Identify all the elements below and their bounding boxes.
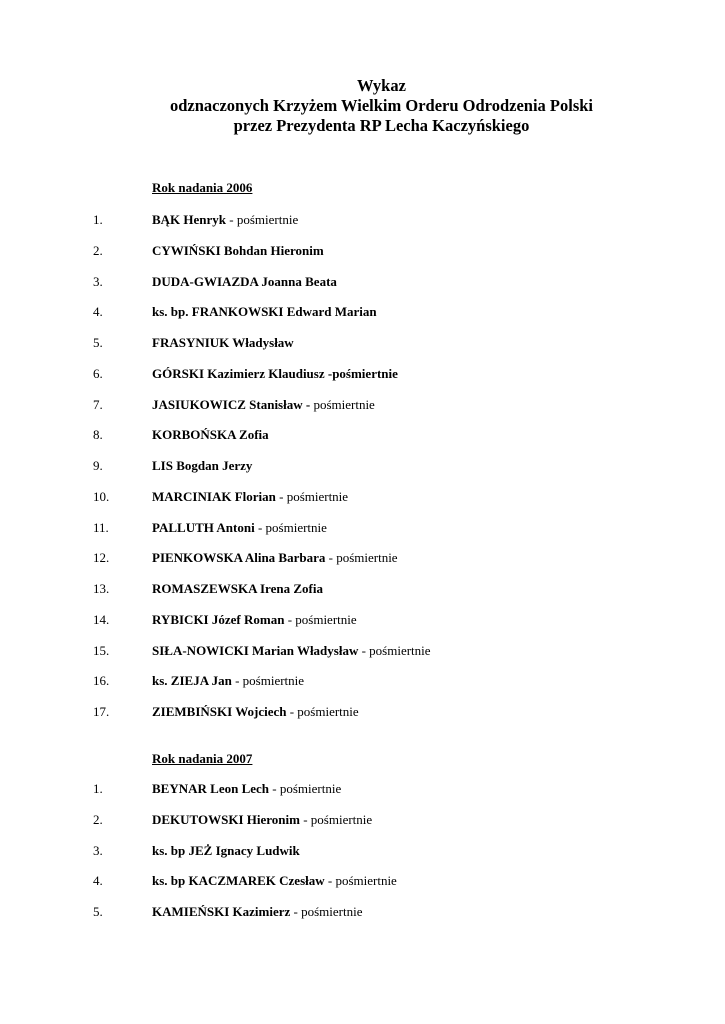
list-item-text xyxy=(152,903,363,921)
list-item-text xyxy=(152,273,337,291)
list-item xyxy=(0,703,725,721)
list-item-text xyxy=(152,842,300,860)
list-item-number: 1. xyxy=(93,212,103,227)
list-item-text xyxy=(152,672,304,690)
list-item-number: 2. xyxy=(93,242,103,258)
person-name: KORBOŃSKA Zofia xyxy=(152,427,269,443)
posthumous-note: - pośmiertnie xyxy=(254,519,327,535)
list-item xyxy=(0,488,725,506)
list-item xyxy=(0,334,725,352)
list-item-number: 12. xyxy=(93,550,110,566)
list-item-text xyxy=(152,642,431,660)
list-item-text xyxy=(152,780,341,798)
list-item-number: 8. xyxy=(93,427,103,443)
person-name: LIS Bogdan Jerzy xyxy=(152,458,253,473)
posthumous-note: - pośmiertnie xyxy=(269,781,342,796)
person-name: DEKUTOWSKI Hieronim xyxy=(152,811,300,827)
person-name: ks. bp JEŻ Ignacy Ludwik xyxy=(152,842,300,858)
list-item-text xyxy=(152,488,348,506)
list-item-text xyxy=(152,426,269,444)
list-item-number: 4. xyxy=(93,873,103,889)
list-item-number: 3. xyxy=(93,273,103,289)
person-name: GÓRSKI Kazimierz Klaudiusz -pośmiertnie xyxy=(152,365,398,381)
title-line-3: przez Prezydenta RP Lecha Kaczyńskiego xyxy=(233,116,530,135)
person-name: ks. bp. FRANKOWSKI Edward Marian xyxy=(152,304,377,320)
list-item-text xyxy=(152,303,377,321)
list-item-number: 11. xyxy=(93,519,109,535)
list-item xyxy=(0,211,725,229)
list-item-number: 15. xyxy=(93,642,110,658)
list-item-text xyxy=(152,611,357,629)
person-name: DUDA-GWIAZDA Joanna Beata xyxy=(152,273,337,289)
posthumous-note: - pośmiertnie xyxy=(325,550,398,566)
list-item xyxy=(0,842,725,860)
list-item-text xyxy=(152,242,324,260)
posthumous-note: - pośmiertnie xyxy=(275,488,349,504)
list-item-text xyxy=(152,703,359,721)
list-item-text xyxy=(152,519,327,537)
list-item-number: 9. xyxy=(93,458,103,473)
section-heading: Rok nadania 2007 xyxy=(152,751,253,766)
posthumous-note: - pośmiertnie xyxy=(226,212,299,227)
list-item xyxy=(0,273,725,291)
section-heading: Rok nadania 2006 xyxy=(152,180,253,195)
list-item xyxy=(0,365,725,383)
list-item-text xyxy=(152,211,298,229)
list-item xyxy=(0,242,725,260)
person-name: BĄK Henryk xyxy=(152,212,227,227)
document-title xyxy=(0,76,725,136)
list-item xyxy=(0,672,725,690)
list-item-number: 4. xyxy=(93,304,103,320)
posthumous-note: - pośmiertnie xyxy=(324,873,397,889)
person-name: MARCINIAK Florian xyxy=(152,488,276,504)
list-item xyxy=(0,780,725,798)
person-name: PIENKOWSKA Alina Barbara xyxy=(152,550,326,566)
list-item-number: 16. xyxy=(93,673,110,689)
list-item xyxy=(0,872,725,890)
person-name: SIŁA-NOWICKI Marian Władysław xyxy=(152,642,359,658)
person-name: ks. bp KACZMAREK Czesław xyxy=(152,873,325,889)
posthumous-note: pośmiertnie xyxy=(310,396,375,412)
list-item-text xyxy=(152,365,398,383)
posthumous-note: - pośmiertnie xyxy=(358,642,431,658)
list-item-number: 5. xyxy=(93,904,103,919)
posthumous-note: - pośmiertnie xyxy=(290,904,363,919)
list-item-text xyxy=(152,457,252,475)
list-item xyxy=(0,396,725,414)
list-item xyxy=(0,519,725,537)
title-line-1: Wykaz xyxy=(357,76,406,95)
list-item-number: 10. xyxy=(93,488,110,504)
person-name: CYWIŃSKI Bohdan Hieronim xyxy=(152,242,324,258)
list-item xyxy=(0,903,725,921)
list-item-text xyxy=(152,334,294,352)
list-item-number: 1. xyxy=(93,781,103,796)
list-item-number: 5. xyxy=(93,335,103,350)
list-item xyxy=(0,642,725,660)
list-item xyxy=(0,303,725,321)
list-item-text xyxy=(152,549,398,567)
posthumous-note: - pośmiertnie xyxy=(299,811,373,827)
person-name: RYBICKI Józef Roman xyxy=(152,611,285,627)
list-item-number: 3. xyxy=(93,842,103,858)
person-name: JASIUKOWICZ Stanisław - xyxy=(152,396,311,412)
person-name: BEYNAR Leon Lech xyxy=(152,781,270,796)
person-name: ks. ZIEJA Jan xyxy=(152,673,232,689)
person-name: ROMASZEWSKA Irena Zofia xyxy=(152,581,323,596)
person-name: FRASYNIUK Władysław xyxy=(152,335,294,350)
list-item-text xyxy=(152,811,372,829)
posthumous-note: - pośmiertnie xyxy=(284,611,357,627)
list-item xyxy=(0,811,725,829)
list-item xyxy=(0,457,725,475)
person-name: ZIEMBIŃSKI Wojciech xyxy=(152,704,287,719)
list-item-number: 2. xyxy=(93,811,103,827)
title-line-2: odznaczonych Krzyżem Wielkim Orderu Odrodzenia Polski xyxy=(169,96,594,115)
list-item-number: 14. xyxy=(93,611,110,627)
list-item xyxy=(0,611,725,629)
list-item-text xyxy=(152,396,375,414)
list-item xyxy=(0,580,725,598)
person-name: PALLUTH Antoni xyxy=(152,519,255,535)
list-item-number: 13. xyxy=(93,581,110,596)
list-item-number: 7. xyxy=(93,396,103,412)
list-item xyxy=(0,549,725,567)
list-item-text xyxy=(152,872,397,890)
list-item-number: 17. xyxy=(93,704,110,719)
list-item-text xyxy=(152,580,323,598)
person-name: KAMIEŃSKI Kazimierz xyxy=(152,904,291,919)
list-item xyxy=(0,426,725,444)
list-item-number: 6. xyxy=(93,365,103,381)
posthumous-note: - pośmiertnie xyxy=(231,673,305,689)
posthumous-note: - pośmiertnie xyxy=(286,704,359,719)
